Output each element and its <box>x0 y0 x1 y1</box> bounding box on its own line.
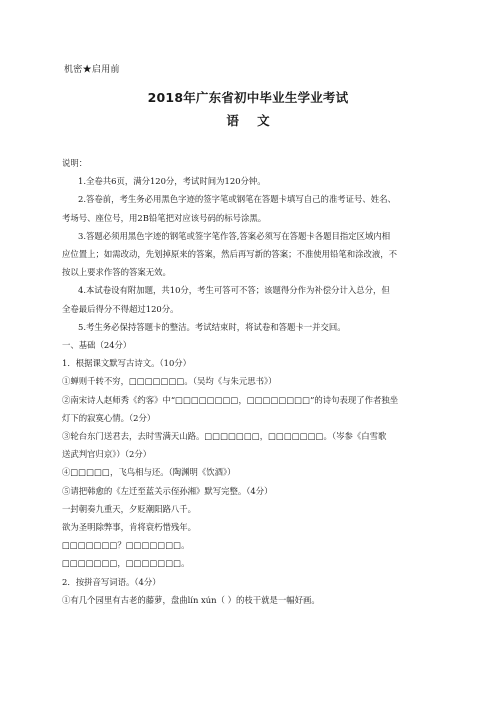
text-line: 灯下的寂寞心情。（2分） <box>62 412 156 423</box>
subject-title: 语 文 <box>226 113 270 128</box>
section-heading: 一、基础（24分） <box>62 340 132 351</box>
text-line: ⑤请把韩愈的《左迁至蓝关示侄孙湘》默写完整。（4分） <box>62 485 273 496</box>
text-line: ④□□□□□，飞鸟相与还。（陶渊明《饮酒》） <box>62 467 236 478</box>
question-heading: 2．按拼音写词语。（4分） <box>62 576 161 587</box>
confidential-label: 机密★启用前 <box>64 65 120 75</box>
text-line: 考场号、座位号，用2B铅笔把对应该号码的标号涂黑。 <box>62 212 267 223</box>
question-heading: 1．根据课文默写古诗文。（10分） <box>62 358 192 369</box>
text-line: ③轮台东门送君去，去时雪满天山路。□□□□□□□，□□□□□□□。（岑参《白雪歌 <box>62 431 387 442</box>
poem-line: 欲为圣明除弊事，肯将衰朽惜残年。 <box>62 522 196 533</box>
text-line: 3.答题必须用黑色字迹的钢笔或签字笔作答,答案必须写在答题卡各题目指定区域内相 <box>78 230 391 241</box>
text-line: 4.本试卷设有附加题，共10分，考生可答可不答；该题得分作为补偿分计入总分，但 <box>78 285 390 296</box>
exam-body <box>62 154 437 609</box>
text-line: ②南宋诗人赵师秀《约客》中“□□□□□□□□，□□□□□□□□”的诗句表现了作者独坐 <box>62 394 399 405</box>
text-line: 5.考生务必保持答题卡的整洁。考试结束时，将试卷和答题卡一并交回。 <box>78 321 346 332</box>
poem-blank-line: □□□□□□□，□□□□□□□。 <box>62 558 190 569</box>
text-line: 全卷最后得分不得超过120分。 <box>62 303 179 314</box>
text-line: 按以上要求作答的答案无效。 <box>62 267 171 278</box>
text-line: 1.全卷共6页，满分120分，考试时间为120分钟。 <box>78 176 266 187</box>
text-line: 送武判官归京》）（2分） <box>62 449 152 460</box>
poem-blank-line: □□□□□□□？□□□□□□□。 <box>62 540 190 551</box>
exam-title: 2018年广东省初中毕业生学业考试 <box>147 90 349 105</box>
text-line: 应位置上；如需改动，先划掉原来的答案，然后再写新的答案；不准使用铅笔和涂改液，不 <box>62 249 397 260</box>
text-line: ①蝉则千转不穷，□□□□□□□。（吴均《与朱元思书》） <box>62 376 277 387</box>
text-line: 说明： <box>62 158 88 168</box>
text-line: ①有几个园里有古老的藤萝，盘曲lín xún（ ）的枝干就是一幅好画。 <box>62 594 320 605</box>
text-line: 2.答卷前，考生务必用黑色字迹的签字笔或钢笔在答题卡填写自己的准考证号、姓名、 <box>78 194 396 205</box>
poem-line: 一封朝奏九重天，夕贬潮阳路八千。 <box>62 503 196 514</box>
